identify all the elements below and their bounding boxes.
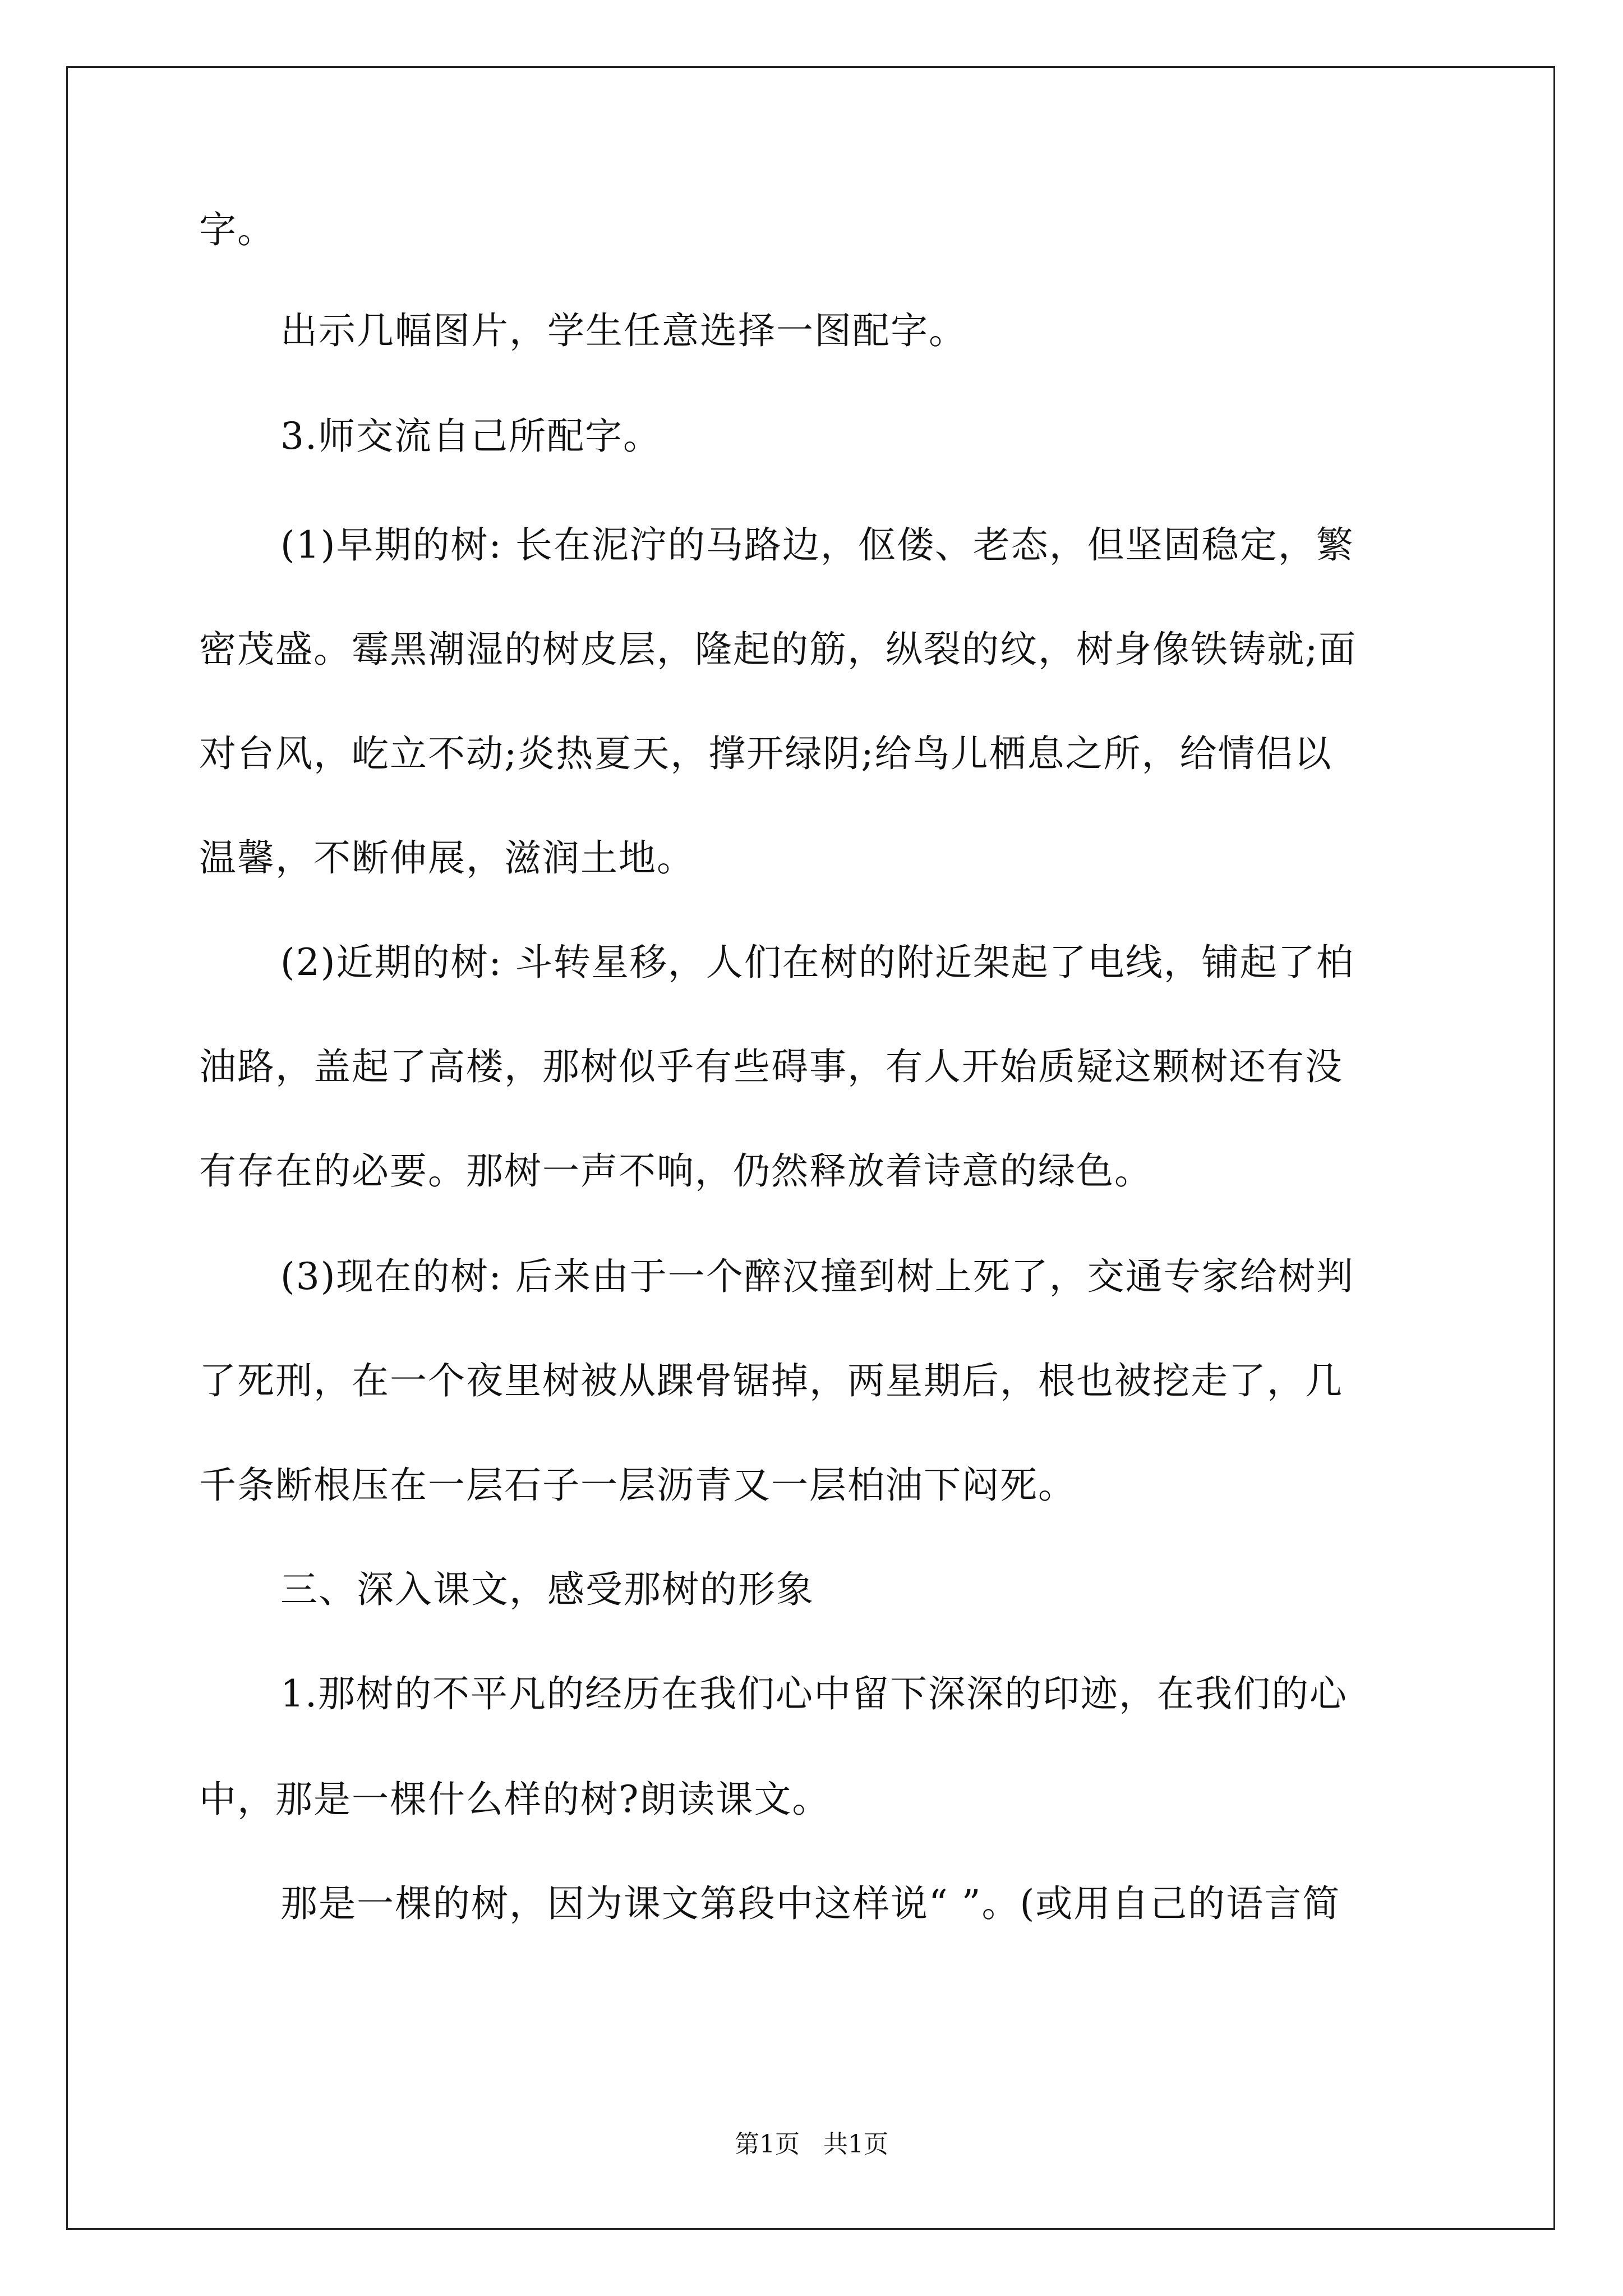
text-line-12: 了死刑，在一个夜里树被从踝骨锯掉，两星期后，根也被挖走了，几 xyxy=(199,1359,1343,1402)
text-line-17: 那是一棵的树，因为课文第段中这样说“ ”。(或用自己的语言简 xyxy=(280,1882,1341,1925)
section-heading: 三、深入课文，感受那树的形象 xyxy=(280,1568,814,1611)
text-line-6: 对台风，屹立不动;炎热夏天，撑开绿阴;给鸟儿栖息之所，给情侣以 xyxy=(199,732,1332,775)
text-line-11: (3)现在的树: 后来由于一个醉汉撞到树上死了，交通专家给树判 xyxy=(280,1255,1354,1298)
text-line-16: 中，那是一棵什么样的树?朗读课文。 xyxy=(199,1778,831,1821)
text-line-2: 出示几幅图片，学生任意选择一图配字。 xyxy=(280,309,967,352)
text-line-5: 密茂盛。霉黑潮湿的树皮层，隆起的筋，纵裂的纹，树身像铁铸就;面 xyxy=(199,628,1357,671)
text-line-15: 1.那树的不平凡的经历在我们心中留下深深的印迹，在我们的心 xyxy=(280,1672,1348,1715)
text-line-8: (2)近期的树: 斗转星移，人们在树的附近架起了电线，铺起了柏 xyxy=(280,941,1354,984)
page-number-footer: 第1页 共1页 xyxy=(735,2130,888,2159)
text-line-9: 油路，盖起了高楼，那树似乎有些碍事，有人开始质疑这颗树还有没 xyxy=(199,1045,1343,1088)
text-line-10: 有存在的必要。那树一声不响，仍然释放着诗意的绿色。 xyxy=(199,1149,1152,1193)
text-line-3: 3.师交流自己所配字。 xyxy=(280,415,661,458)
text-line-7: 温馨，不断伸展，滋润土地。 xyxy=(199,836,695,880)
text-line-1: 字。 xyxy=(199,208,275,251)
text-line-4: (1)早期的树: 长在泥泞的马路边，伛偻、老态，但坚固稳定，繁 xyxy=(280,523,1354,567)
text-line-13: 千条断根压在一层石子一层沥青又一层柏油下闷死。 xyxy=(199,1464,1076,1507)
